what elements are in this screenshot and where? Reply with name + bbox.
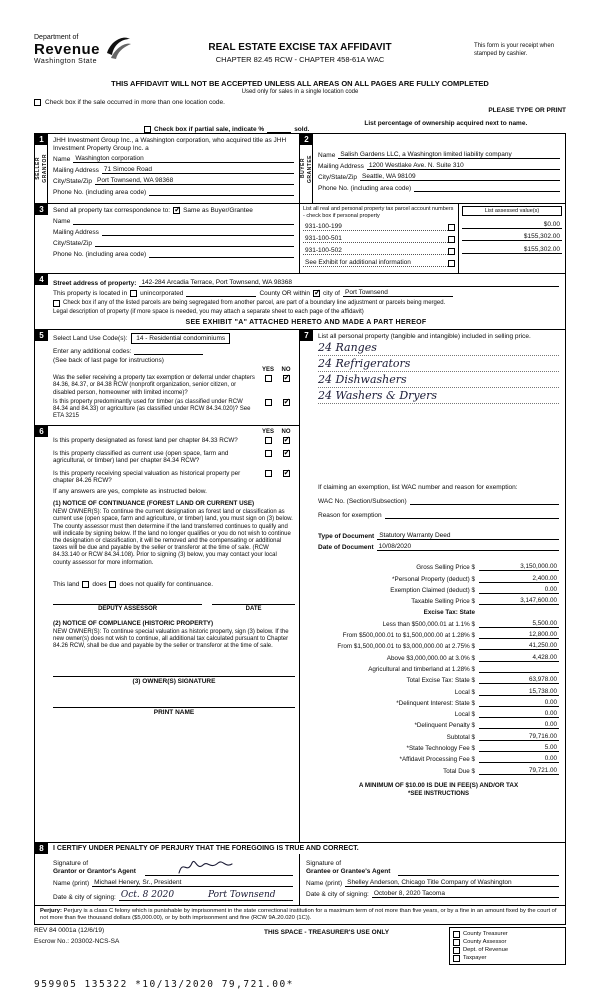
please-type-print: PLEASE TYPE OR PRINT xyxy=(488,107,566,114)
exemption-reason-field[interactable] xyxy=(385,511,559,519)
receipt-note: This form is your receipt when stamped by cashier. xyxy=(474,43,555,57)
distribution-row xyxy=(453,954,562,962)
question-row xyxy=(53,399,295,421)
distribution-row xyxy=(453,946,562,954)
chapter-line: CHAPTER 82.45 RCW - CHAPTER 458-61A WAC xyxy=(215,55,385,64)
seller-mailing-label: Mailing Address xyxy=(53,167,99,174)
county-treasurer-checkbox[interactable] xyxy=(453,931,460,938)
agricultural-tax-field[interactable] xyxy=(479,672,559,673)
buyer-phone-field[interactable] xyxy=(414,184,560,192)
document-type-field[interactable]: Statutory Warranty Deed xyxy=(377,532,559,540)
dor-swoosh-icon xyxy=(102,34,132,62)
money-label: From $500,000.01 to $1,500,000.00 at 1.28% $ xyxy=(342,632,475,640)
this-land-label: This land xyxy=(53,580,80,588)
section-4 xyxy=(35,274,565,330)
personal-property-entry[interactable]: 24 Refrigerators xyxy=(318,357,411,370)
see-exhibit-row xyxy=(303,259,455,267)
perjury-notice xyxy=(34,906,566,925)
grantor-date-label: Date & city of signing: xyxy=(53,894,116,901)
money-label: Local $ xyxy=(454,688,475,696)
city-field[interactable]: Port Townsend xyxy=(343,289,453,297)
corr-city-field[interactable] xyxy=(95,239,294,247)
unincorporated-label: unincorporated xyxy=(140,290,184,297)
money-label: From $1,500,000.01 to $3,000,000.00 at 2.75% $ xyxy=(337,643,475,651)
segregated-label: Check box if any of the listed parcels are being segregated from another parcel, are part of a boundary line adjustment or parcels being merged. xyxy=(63,300,446,306)
county-field[interactable] xyxy=(186,289,256,297)
parcel-row xyxy=(303,247,455,255)
document-type-label: Type of Document xyxy=(318,533,375,540)
grantee-signature-label-2: Grantee or Grantee's Agent xyxy=(306,868,391,875)
rev-number: REV 84 0001a (12/6/19) xyxy=(34,927,105,934)
grantor-signature-label-1: Signature of xyxy=(53,860,89,867)
money-label: Total Due $ xyxy=(443,767,475,775)
parcel-number[interactable]: 931-100-502 xyxy=(303,247,448,255)
same-as-buyer-checkbox[interactable] xyxy=(173,207,180,214)
legal-description-label: Legal description of property (if more space is needed, you may attach a separate sheet to each page of the affidavit) xyxy=(53,309,364,315)
logo-dept-line: Department of xyxy=(34,34,79,41)
grantor-signature-field[interactable] xyxy=(145,856,293,876)
perjury-lead: Perjury: xyxy=(40,908,62,914)
taxpayer-label: Taxpayer xyxy=(462,955,487,961)
does-not-label: does not qualify for continuance. xyxy=(119,580,214,588)
ownership-note: List percentage of ownership acquired next to name. xyxy=(364,120,528,127)
buyer-section xyxy=(300,134,565,203)
seller-section xyxy=(35,134,300,203)
yes-column-header: YES xyxy=(261,429,274,435)
buyer-phone-label: Phone No. (including area code) xyxy=(318,185,412,192)
corr-name-label: Name xyxy=(53,218,71,225)
segregated-checkbox[interactable] xyxy=(53,300,60,307)
section-5-badge: 5 xyxy=(35,330,48,341)
legal-description-value: SEE EXHIBIT "A" ATTACHED HERETO AND MADE A PART HEREOF xyxy=(185,319,427,326)
no-checkbox[interactable] xyxy=(283,437,290,444)
assessed-values-header: List assessed value(s) xyxy=(462,206,562,216)
additional-codes-label: Enter any additional codes: xyxy=(53,348,132,355)
unincorporated-checkbox[interactable] xyxy=(130,290,137,297)
no-checkbox[interactable] xyxy=(283,399,290,406)
seller-city-label: City/State/Zip xyxy=(53,178,93,185)
grantor-name-field[interactable]: Michael Henery, Sr., President xyxy=(92,879,293,887)
section-8-badge: 8 xyxy=(35,843,48,854)
grantee-side-word: GRANTEE xyxy=(306,154,313,183)
send-correspondence-label: Send all property tax correspondence to: xyxy=(53,207,171,214)
seller-mailing-field[interactable]: 71 Simcoe Road xyxy=(102,166,294,174)
grantee-name-field[interactable]: Shelley Anderson, Chicago Title Company of Washington xyxy=(345,879,559,887)
yes-column-header: YES xyxy=(261,367,274,373)
partial-sale-checkbox[interactable] xyxy=(144,126,151,133)
owners-signature-line[interactable]: (3) OWNER(S) SIGNATURE xyxy=(53,676,295,685)
taxpayer-checkbox[interactable] xyxy=(453,955,460,962)
parcel-personal-checkbox[interactable] xyxy=(448,236,455,243)
section-1-badge: 1 xyxy=(35,134,48,145)
section-7-badge: 7 xyxy=(300,330,313,341)
grantor-signature-scribble xyxy=(175,855,235,877)
distribution-row xyxy=(453,938,562,946)
no-column-header: NO xyxy=(281,367,291,373)
same-as-buyer-label: Same as Buyer/Grantee xyxy=(183,207,253,214)
question-row xyxy=(53,375,295,397)
street-address-label: Street address of property: xyxy=(53,280,137,287)
street-address-field[interactable]: 142-284 Arcadia Terrace, Port Townsend, WA 98368 xyxy=(139,279,559,287)
yes-checkbox[interactable] xyxy=(265,399,272,406)
grantee-date-field[interactable]: October 8, 2020 Tacoma xyxy=(372,890,559,898)
question-row xyxy=(53,437,295,445)
exemption-label: If claiming an exemption, list WAC number and reason for exemption: xyxy=(318,484,518,491)
county-treasurer-label: County Treasurer xyxy=(462,931,508,937)
section-5 xyxy=(35,330,299,426)
distribution-box xyxy=(449,927,566,965)
exemption-reason-label: Reason for exemption xyxy=(318,512,382,519)
does-not-checkbox[interactable] xyxy=(109,581,116,588)
single-location-note: Used only for sales in a single location code xyxy=(241,89,359,95)
personal-property-entry[interactable]: 24 Dishwashers xyxy=(318,373,407,386)
county-or-within-label: County OR within xyxy=(259,290,311,297)
dept-revenue-checkbox[interactable] xyxy=(453,947,460,954)
escrow-label: Escrow No.: xyxy=(34,938,70,945)
escrow-value: 203002-NCS-SA xyxy=(70,938,120,945)
money-label: Less than $500,000.01 at 1.1% $ xyxy=(382,620,475,628)
parcel-row xyxy=(303,235,455,243)
question-row xyxy=(53,470,295,485)
multi-location-checkbox[interactable] xyxy=(34,99,41,106)
money-label: *Delinquent Penalty $ xyxy=(414,722,475,730)
money-label: Exemption Claimed (deduct) $ xyxy=(390,586,475,594)
county-assessor-label: County Assessor xyxy=(462,939,507,945)
question-row xyxy=(53,450,295,465)
section-8 xyxy=(35,843,565,905)
corr-mailing-label: Mailing Address xyxy=(53,229,99,236)
form-footer xyxy=(34,927,566,965)
logo-state-line: Washington State xyxy=(34,58,97,65)
city-of-label: city of xyxy=(323,290,340,297)
money-label: Excise Tax: State xyxy=(423,609,475,617)
wac-number-field[interactable] xyxy=(410,497,559,505)
section-4-badge: 4 xyxy=(35,274,48,285)
question-text: Is this property receiving special valuation as historical property per chapter 84.26 RCW? xyxy=(53,469,241,484)
state-technology-fee-field[interactable]: 5.00 xyxy=(479,744,559,752)
tier3-tax-field[interactable]: 41,250.00 xyxy=(479,642,559,650)
additional-codes-field[interactable] xyxy=(134,347,203,355)
personal-property-label: List all personal property (tangible and intangible) included in selling price. xyxy=(318,333,531,340)
delinquent-interest-state-field[interactable]: 0.00 xyxy=(479,699,559,707)
seller-name-field[interactable]: Washington corporation xyxy=(73,155,294,163)
section-3 xyxy=(35,204,565,274)
assessed-value[interactable]: $155,302.00 xyxy=(462,232,562,241)
print-name-line[interactable]: PRINT NAME xyxy=(53,707,295,716)
personal-property-deduct-field[interactable]: 2,400.00 xyxy=(479,575,559,583)
grantee-name-label: Name (print) xyxy=(306,880,343,887)
yes-checkbox[interactable] xyxy=(265,450,272,457)
buyer-city-label: City/State/Zip xyxy=(318,174,358,181)
delinquent-interest-local-field[interactable]: 0.00 xyxy=(479,710,559,718)
money-label: Taxable Selling Price $ xyxy=(411,598,475,606)
affidavit-body xyxy=(34,133,566,906)
notice-continuance-title: (1) NOTICE OF CONTINUANCE (FOREST LAND OR CURRENT USE) xyxy=(53,500,255,508)
minimum-fee-note: A MINIMUM OF $10.00 IS DUE IN FEE(S) AND/OR TAX xyxy=(358,781,519,789)
located-in-label: This property is located in xyxy=(53,290,128,297)
subtotal-field[interactable]: 79,716.00 xyxy=(479,733,559,741)
deputy-date-line[interactable]: DATE xyxy=(212,604,295,612)
assessed-value[interactable]: $0.00 xyxy=(462,220,562,229)
money-label: *Delinquent Interest: State $ xyxy=(396,699,475,707)
partial-sale-percent-field[interactable] xyxy=(267,125,291,133)
no-checkbox[interactable] xyxy=(283,470,290,477)
question-text: Is this property designated as forest land per chapter 84.33 RCW? xyxy=(53,437,238,444)
seller-city-field[interactable]: Port Townsend, WA 98368 xyxy=(95,177,294,185)
question-text: Is this property predominantly used for timber (as classified under RCW 84.34 and 84.33) or agriculture (as classified under RCW 84.34.020)? See ETA 3215 xyxy=(53,398,251,420)
yes-checkbox[interactable] xyxy=(265,375,272,382)
warning-line: THIS AFFIDAVIT WILL NOT BE ACCEPTED UNLESS ALL AREAS ON ALL PAGES ARE FULLY COMPLETED xyxy=(111,79,489,88)
buyer-name-label: Name xyxy=(318,152,336,159)
money-label: *State Technology Fee $ xyxy=(406,745,475,753)
total-due-field[interactable]: 79,721.00 xyxy=(479,767,559,775)
notice-compliance-body: NEW OWNER(S): To continue special valuation as historic property, sign (3) below. If the new owner(s) does not wish to continue, all additional tax calculated pursuant to Chapter 84.26 RCW, shall be due and payable by the seller or transferor at the time of sale. xyxy=(53,628,289,650)
local-tax-field[interactable]: 15,738.00 xyxy=(479,688,559,696)
tier2-tax-field[interactable]: 12,800.00 xyxy=(479,631,559,639)
treasurer-space-label: THIS SPACE - TREASURER'S USE ONLY xyxy=(264,929,390,936)
money-label: Gross Selling Price $ xyxy=(416,564,475,572)
no-checkbox[interactable] xyxy=(283,375,290,382)
notice-compliance-title: (2) NOTICE OF COMPLIANCE (HISTORIC PROPERTY) xyxy=(53,619,214,627)
deputy-assessor-signature-line[interactable]: DEPUTY ASSESSOR xyxy=(53,604,202,612)
gross-selling-price-field[interactable]: 3,150,000.00 xyxy=(479,563,559,571)
grantee-signature-label-1: Signature of xyxy=(306,860,342,867)
partial-sale-label: Check box if partial sale, indicate % xyxy=(154,126,265,133)
personal-property-entry[interactable]: 24 Ranges xyxy=(318,341,377,354)
question-text: Was the seller receiving a property tax exemption or deferral under chapters 84.36, 84.37, or 84.38 RCW (nonprofit organization, senior citizen, or disabled person, homeowner with limited income)? xyxy=(53,375,255,396)
corr-phone-label: Phone No. (including area code) xyxy=(53,251,147,258)
grantor-name-label: Name (print) xyxy=(53,880,90,887)
section-6 xyxy=(35,426,299,842)
does-checkbox[interactable] xyxy=(82,581,89,588)
dept-revenue-label: Dept. of Revenue xyxy=(462,947,509,953)
seller-prename: JHH Investment Group Inc., a Washington corporation, who acquired title as JHH Investment Property Group Inc. a xyxy=(53,137,287,152)
grantee-signature-field[interactable] xyxy=(398,856,559,876)
seller-name-label: Name xyxy=(53,156,71,163)
grantee-signing-block xyxy=(300,854,565,905)
perjury-text: Perjury is a class C felony which is punishable by imprisonment in the state correctional institution for a maximum term of not more than five years, or by a fine in an amount fixed by the court of not more than five thousand dollars ($5,000.00), or by both imprisonment and fine (RCW 9A.20.020 (1C)). xyxy=(40,908,557,921)
see-exhibit-checkbox[interactable] xyxy=(448,260,455,267)
money-label: *Personal Property (deduct) $ xyxy=(392,575,475,583)
money-label: Agricultural and timberland at 1.28% $ xyxy=(368,665,475,673)
no-column-header: NO xyxy=(281,429,291,435)
buyer-mailing-label: Mailing Address xyxy=(318,163,364,170)
money-label: Local $ xyxy=(454,711,475,719)
multi-location-label: Check box if the sale occurred in more than one location code. xyxy=(45,99,225,106)
see-exhibit-note: See Exhibit for additional information xyxy=(303,259,448,267)
does-label: does xyxy=(92,580,107,588)
parcel-number[interactable]: 931-100-501 xyxy=(303,235,448,243)
document-date-label: Date of Document xyxy=(318,544,374,551)
corr-city-label: City/State/Zip xyxy=(53,240,93,247)
see-back-note: (See back of last page for instructions) xyxy=(53,357,164,364)
form-title: REAL ESTATE EXCISE TAX AFFIDAVIT xyxy=(208,42,392,53)
section-2-badge: 2 xyxy=(300,134,313,145)
assessed-value[interactable]: $155,302.00 xyxy=(462,245,562,254)
exemption-claimed-field[interactable]: 0.00 xyxy=(479,586,559,594)
money-label: Above $3,000,000.00 at 3.0% $ xyxy=(386,654,475,662)
grantor-date-field[interactable]: Oct. 8 2020 xyxy=(119,890,206,901)
corr-mailing-field[interactable] xyxy=(102,228,294,236)
if-yes-note: If any answers are yes, complete as instructed below. xyxy=(53,488,207,496)
grantor-side-word: GRANTOR xyxy=(41,154,48,183)
section-3-badge: 3 xyxy=(35,204,48,215)
grantor-city-field[interactable]: Port Townsend xyxy=(206,890,293,901)
seller-phone-field[interactable] xyxy=(149,188,294,196)
land-use-code-field[interactable]: 14 - Residential condominiums xyxy=(131,333,230,344)
parcel-personal-checkbox[interactable] xyxy=(448,224,455,231)
form-header xyxy=(34,34,566,78)
certify-statement: I CERTIFY UNDER PENALTY OF PERJURY THAT THE FOREGOING IS TRUE AND CORRECT. xyxy=(53,845,359,852)
buyer-city-field[interactable]: Seattle, WA 98109 xyxy=(360,173,560,181)
grantee-date-label: Date & city of signing: xyxy=(306,891,369,898)
seller-side-word: SELLER xyxy=(34,157,41,180)
section-7 xyxy=(300,330,565,842)
parcel-header: List all real and personal property tax parcel account numbers - check box if personal property xyxy=(303,206,454,219)
yes-checkbox[interactable] xyxy=(265,470,272,477)
affidavit-processing-fee-field[interactable]: 0.00 xyxy=(479,755,559,763)
no-checkbox[interactable] xyxy=(283,450,290,457)
cashier-stamp: 959905 135322 *10/13/2020 79,721.00* xyxy=(34,979,294,990)
parcel-number[interactable]: 931-100-199 xyxy=(303,223,448,231)
parcel-personal-checkbox[interactable] xyxy=(448,248,455,255)
notice-continuance-body: NEW OWNER(S): To continue the current designation as forest land or classification as current use (open space, farm and agriculture, or timber) land, you must sign on (3) below. The county assessor must then determine if the land transferred continues to qualify and will indicate by signing below. If the land no longer qualifies or you do not wish to continue the designation or classification, it will be removed and the compensating or additional taxes will be due and payable by the seller or transferor at the time of sale. (RCW 84.33.140 or RCW 84.34.108). Prior to signing (3) below, you may contact your local county assessor for more information. xyxy=(53,509,293,566)
see-instructions-note: *SEE INSTRUCTIONS xyxy=(407,790,469,797)
buyer-name-field[interactable]: Salish Gardens LLC, a Washington limited liability company xyxy=(338,151,560,159)
county-assessor-checkbox[interactable] xyxy=(453,939,460,946)
land-use-label: Select Land Use Code(s): xyxy=(53,335,128,342)
total-excise-state-field[interactable]: 63,978.00 xyxy=(479,676,559,684)
partial-sold-label: sold. xyxy=(294,126,310,133)
parcel-row xyxy=(303,223,455,231)
grantor-signature-label-2: Grantor or Grantor's Agent xyxy=(53,868,136,875)
corr-phone-field[interactable] xyxy=(149,250,294,258)
delinquent-penalty-field[interactable]: 0.00 xyxy=(479,721,559,729)
personal-property-entry[interactable]: 24 Washers & Dryers xyxy=(318,389,438,402)
city-checkbox[interactable] xyxy=(313,290,320,297)
tier1-tax-field[interactable]: 5,500.00 xyxy=(479,620,559,628)
distribution-row xyxy=(453,930,562,938)
money-label: *Affidavit Processing Fee $ xyxy=(399,756,475,764)
money-label: Subtotal $ xyxy=(446,733,475,741)
section-6-badge: 6 xyxy=(35,426,48,437)
yes-checkbox[interactable] xyxy=(265,437,272,444)
grantor-signing-block xyxy=(35,854,300,905)
money-label: Total Excise Tax: State $ xyxy=(406,677,475,685)
document-date-field[interactable]: 10/08/2020 xyxy=(377,543,559,551)
tier4-tax-field[interactable]: 4,428.00 xyxy=(479,654,559,662)
taxable-selling-price-field[interactable]: 3,147,600.00 xyxy=(479,597,559,605)
corr-name-field[interactable] xyxy=(73,217,294,225)
seller-phone-label: Phone No. (including area code) xyxy=(53,189,147,196)
question-text: Is this property classified as current use (open space, farm and agricultural, or timber) land per chapter 84.34 RCW? xyxy=(53,450,229,465)
wac-number-label: WAC No. (Section/Subsection) xyxy=(318,498,407,505)
logo-revenue: Revenue xyxy=(34,41,101,58)
buyer-mailing-field[interactable]: 1200 Westlake Ave. N. Suite 310 xyxy=(367,162,560,170)
excise-tax-computation xyxy=(318,560,559,775)
buyer-side-word: BUYER xyxy=(299,158,306,179)
